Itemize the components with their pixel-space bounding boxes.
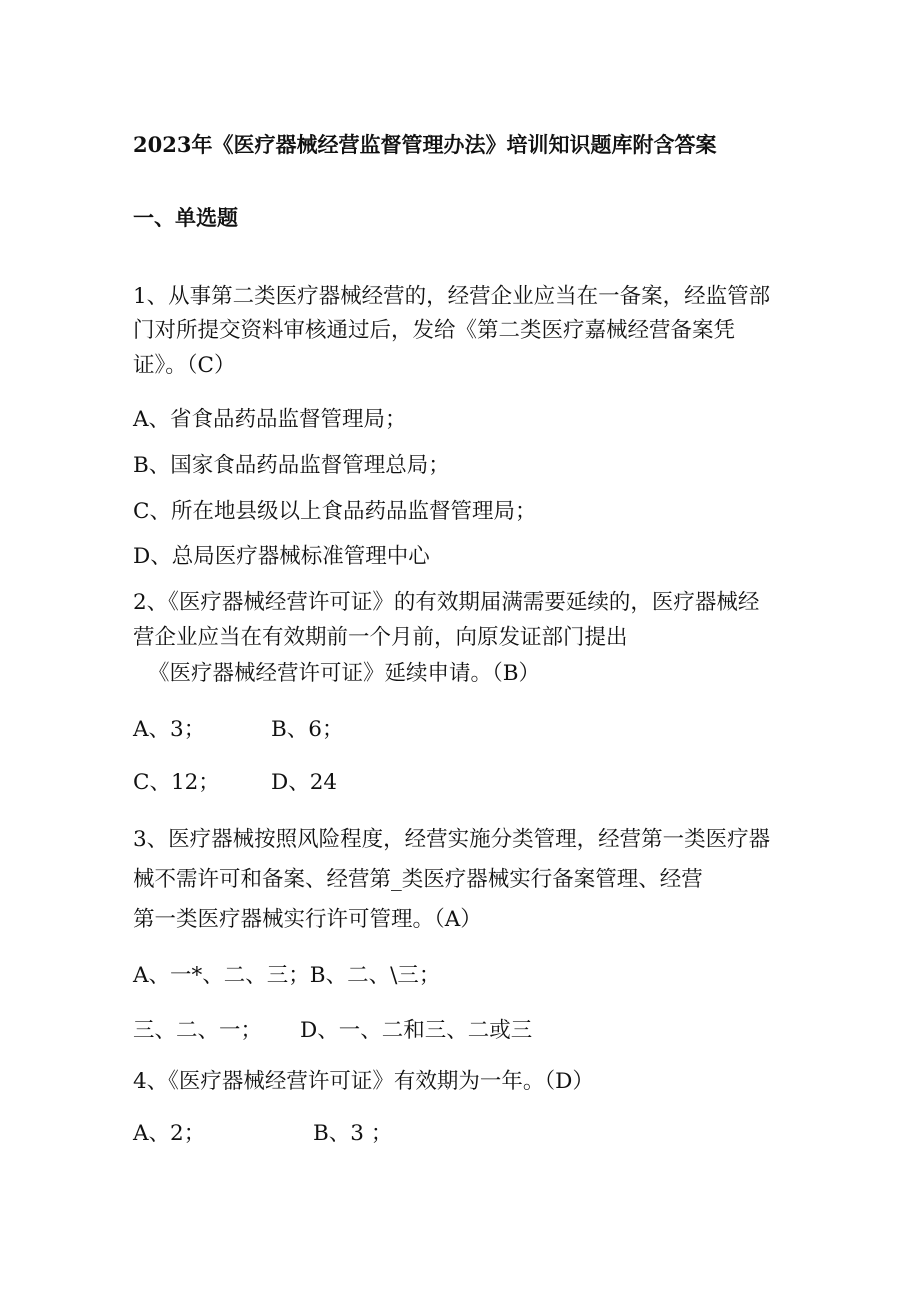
answer-option: A、2； — [133, 1121, 206, 1146]
answer-option: D、24 — [271, 770, 338, 795]
question-text-line: 3、医疗器械按照风险程度，经营实施分类管理，经营第一类医疗器 — [133, 827, 771, 852]
question-text-line: 《医疗器械经营许可证》延续申请。（B） — [148, 661, 541, 686]
answer-option: A、3； — [133, 717, 206, 742]
document-title: 2023年《医疗器械经营监督管理办法》培训知识题库附含答案 — [133, 132, 717, 157]
section-heading: 一、单选题 — [133, 205, 238, 230]
answer-option: A、⼀*、二、三；B、二、\三； — [133, 963, 441, 988]
question-text-line: 4、《医疗器械经营许可证》有效期为一年。（D） — [133, 1069, 594, 1094]
question-text-line: 第一类医疗器械实行许可管理。（A） — [133, 907, 482, 932]
answer-option: B、3 ； — [313, 1121, 393, 1146]
question-text-line: 1、从事第二类医疗器械经营的，经营企业应当在一备案，经监管部 — [133, 284, 771, 309]
answer-option: B、国家食品药品监督管理总局； — [133, 453, 450, 478]
answer-option: C、所在地县级以上食品药品监督管理局； — [133, 499, 537, 524]
answer-option: A、省食品药品监督管理局； — [133, 407, 407, 432]
question-text-line: 2、《医疗器械经营许可证》的有效期届满需要延续的，医疗器械经 — [133, 590, 760, 615]
question-text-line: 证》。（C） — [133, 353, 236, 378]
question-text-line: 械不需许可和备案、经营第_类医疗器械实行备案管理、经营 — [133, 867, 703, 892]
question-text-line: 营企业应当在有效期前一个月前，向原发证部门提出 — [133, 625, 628, 650]
answer-option: 三、二、一； — [133, 1018, 263, 1043]
answer-option: C、12； — [133, 770, 220, 795]
answer-option: D、总局医疗器械标准管理中心 — [133, 544, 430, 569]
answer-option: B、6； — [271, 717, 344, 742]
answer-option: D、一、二和三、二或三 — [300, 1018, 533, 1043]
question-text-line: 门对所提交资料审核通过后，发给《第二类医疗嘉械经营备案凭 — [133, 318, 736, 343]
